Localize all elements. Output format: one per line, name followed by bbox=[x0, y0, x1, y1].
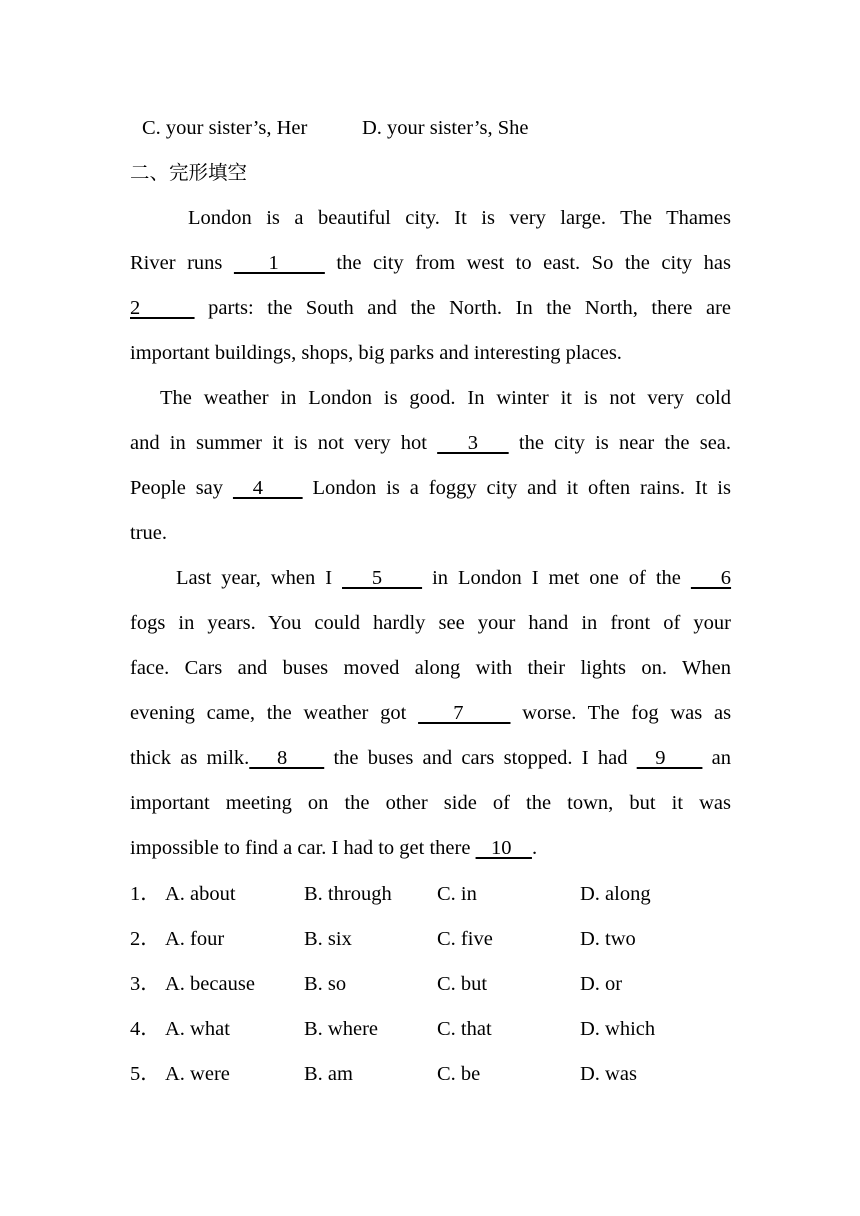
option-a[interactable]: A. because bbox=[165, 973, 255, 995]
blank-7: 7 bbox=[418, 702, 511, 724]
passage-line bbox=[130, 473, 731, 503]
passage-text: in London I met one of the bbox=[432, 567, 681, 589]
question-number: 3． bbox=[130, 973, 161, 995]
question-number: 5． bbox=[130, 1063, 161, 1085]
passage-text: the city is near the sea. bbox=[518, 432, 732, 454]
option-a[interactable]: A. four bbox=[165, 928, 225, 950]
passage-text: worse. The fog was as bbox=[522, 702, 732, 724]
passage-line bbox=[130, 293, 731, 323]
blank-6: 6 bbox=[690, 567, 732, 589]
prev-option-c: C. your sister’s, Her bbox=[142, 117, 308, 139]
passage-text: the buses and cars stopped. I had bbox=[333, 747, 628, 769]
blank-1: 1 bbox=[233, 252, 325, 274]
passage-text: Last year, when I bbox=[176, 567, 333, 589]
passage-line: The weather in London is good. In winter it is not very cold bbox=[160, 387, 731, 409]
passage-line: face. Cars and buses moved along with their lights on. When bbox=[130, 657, 731, 679]
question-row bbox=[130, 1059, 731, 1089]
passage-line bbox=[130, 563, 731, 593]
passage-text: evening came, the weather got bbox=[130, 702, 407, 724]
passage-text: thick as milk. bbox=[130, 747, 250, 769]
option-b[interactable]: B. where bbox=[304, 1018, 379, 1040]
option-c[interactable]: C. five bbox=[437, 928, 493, 950]
prev-option-d: D. your sister’s, She bbox=[362, 117, 529, 139]
question-row bbox=[130, 969, 731, 999]
passage-text: an bbox=[711, 747, 732, 769]
option-d[interactable]: D. was bbox=[580, 1063, 637, 1085]
option-b[interactable]: B. through bbox=[304, 883, 392, 905]
blank-2: 2 bbox=[130, 297, 195, 319]
passage-text: the city from west to east. So the city has bbox=[336, 252, 732, 274]
prev-question-options bbox=[130, 113, 731, 143]
option-d[interactable]: D. along bbox=[580, 883, 651, 905]
passage-text: impossible to find a car. I had to get there bbox=[130, 837, 471, 859]
blank-5: 5 bbox=[342, 567, 423, 589]
passage-line bbox=[130, 743, 731, 773]
passage-line bbox=[130, 428, 731, 458]
option-c[interactable]: C. that bbox=[437, 1018, 492, 1040]
blank-3: 3 bbox=[437, 432, 509, 454]
question-row bbox=[130, 879, 731, 909]
passage-text: London is a foggy city and it often rains. It is bbox=[312, 477, 731, 499]
option-b[interactable]: B. am bbox=[304, 1063, 353, 1085]
section-title: 二、完形填空 bbox=[130, 161, 248, 184]
passage-line: London is a beautiful city. It is very large. The Thames bbox=[188, 207, 731, 229]
option-c[interactable]: C. but bbox=[437, 973, 488, 995]
question-row bbox=[130, 924, 731, 954]
passage-text: River runs bbox=[130, 252, 223, 274]
option-a[interactable]: A. what bbox=[165, 1018, 230, 1040]
option-d[interactable]: D. or bbox=[580, 973, 623, 995]
option-c[interactable]: C. be bbox=[437, 1063, 481, 1085]
option-b[interactable]: B. so bbox=[304, 973, 347, 995]
question-number: 2． bbox=[130, 928, 161, 950]
option-b[interactable]: B. six bbox=[304, 928, 352, 950]
question-row bbox=[130, 1014, 731, 1044]
passage-text: . bbox=[531, 837, 538, 859]
passage-text: parts: the South and the North. In the North, there are bbox=[208, 297, 731, 319]
option-d[interactable]: D. which bbox=[580, 1018, 656, 1040]
passage-line bbox=[130, 698, 731, 728]
option-c[interactable]: C. in bbox=[437, 883, 477, 905]
passage-line: fogs in years. You could hardly see your hand in front of your bbox=[130, 612, 731, 634]
passage-text: People say bbox=[130, 477, 224, 499]
question-number: 4． bbox=[130, 1018, 161, 1040]
option-a[interactable]: A. about bbox=[165, 883, 236, 905]
passage-line: true. bbox=[130, 522, 167, 544]
question-number: 1． bbox=[130, 883, 161, 905]
passage-line: important meeting on the other side of the town, but it was bbox=[130, 792, 731, 814]
blank-4: 4 bbox=[232, 477, 303, 499]
passage-line bbox=[130, 248, 731, 278]
passage-line: important buildings, shops, big parks and interesting places. bbox=[130, 342, 622, 364]
blank-9: 9 bbox=[636, 747, 703, 769]
passage-text: and in summer it is not very hot bbox=[130, 432, 427, 454]
option-d[interactable]: D. two bbox=[580, 928, 636, 950]
option-a[interactable]: A. were bbox=[165, 1063, 230, 1085]
passage-line bbox=[130, 833, 731, 863]
blank-10: 10 bbox=[475, 837, 532, 859]
blank-8: 8 bbox=[249, 747, 325, 769]
